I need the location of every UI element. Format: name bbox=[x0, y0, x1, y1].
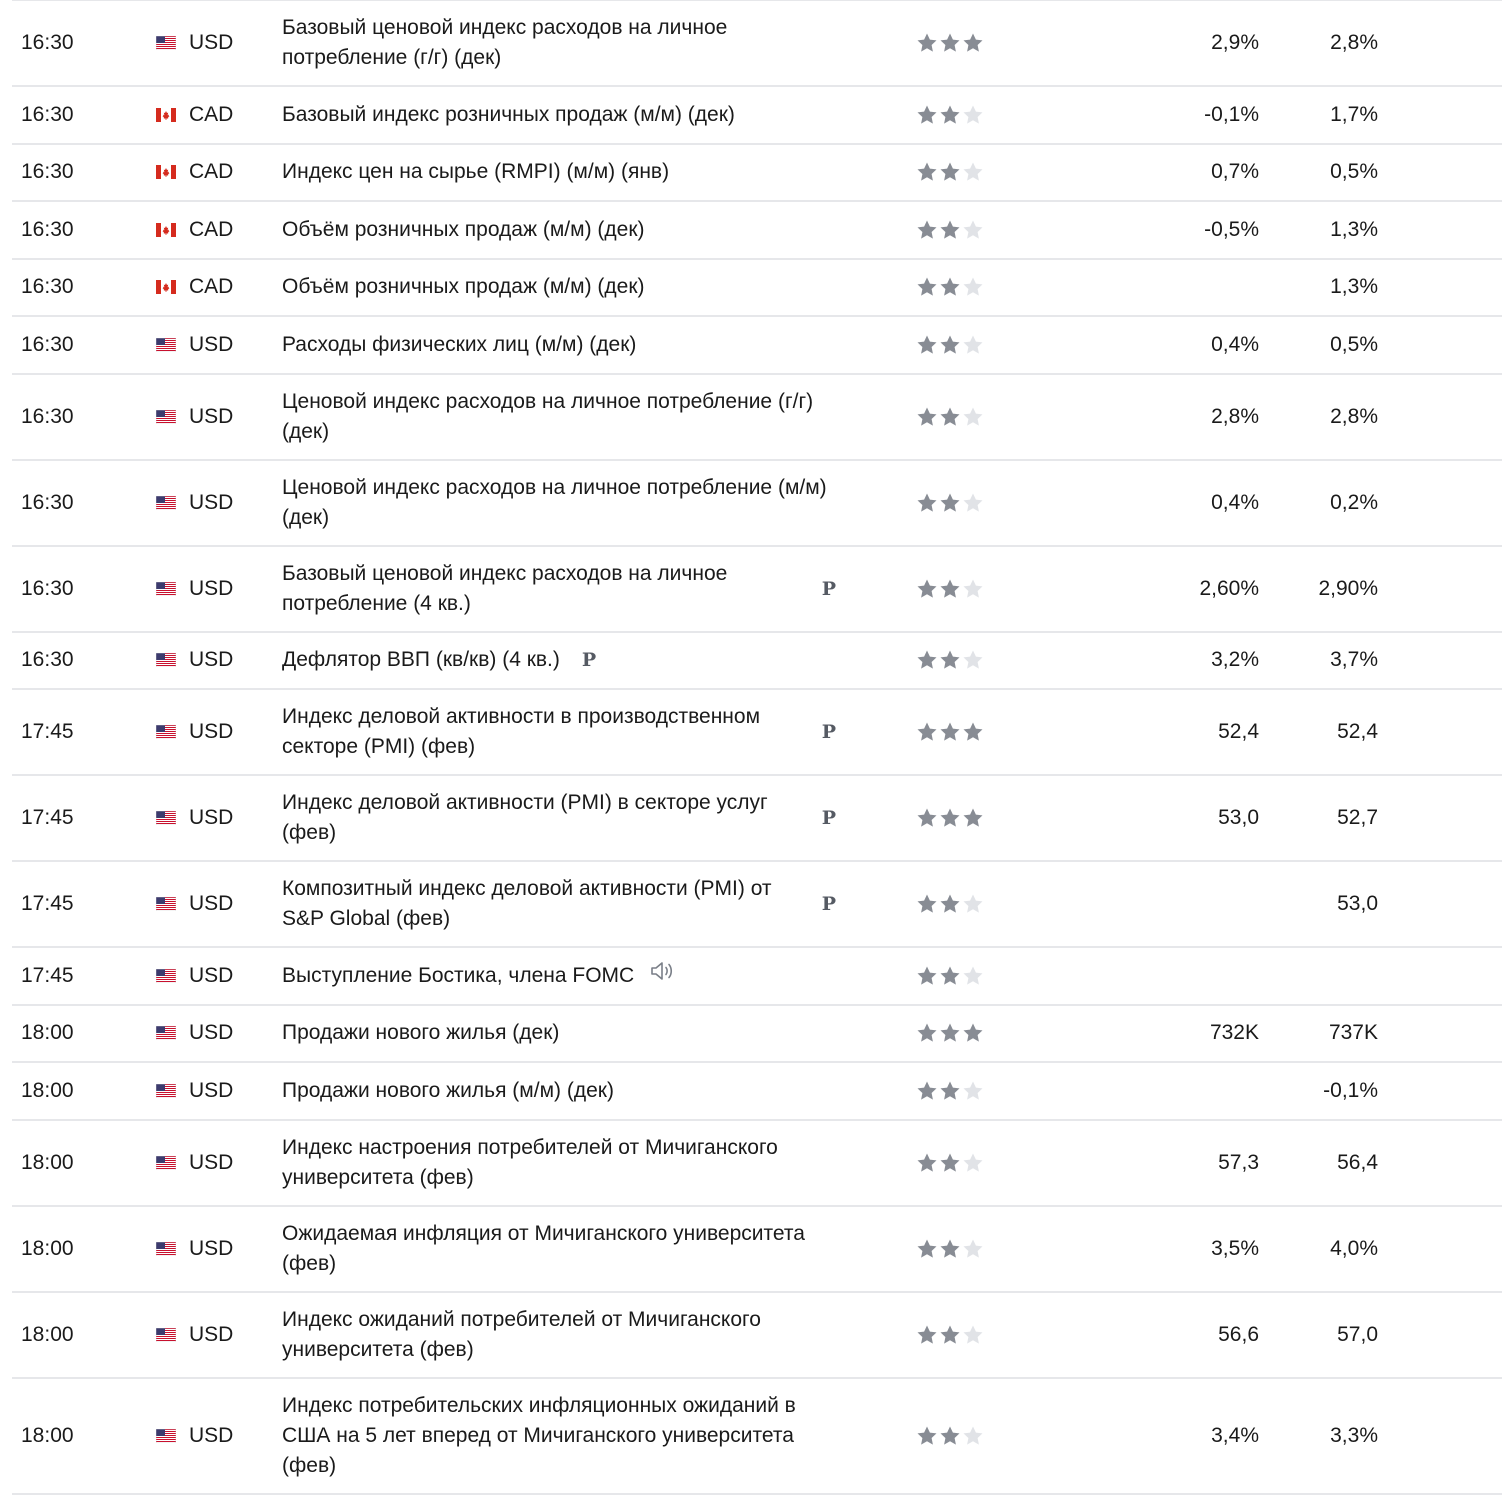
currency-cell bbox=[156, 577, 282, 601]
currency-code: USD bbox=[189, 490, 234, 514]
currency-cell bbox=[156, 1424, 282, 1448]
event-cell bbox=[282, 645, 842, 675]
star-filled-icon bbox=[916, 161, 938, 183]
star-filled-icon bbox=[939, 406, 961, 428]
actual-value: 3,4% bbox=[1211, 1423, 1259, 1447]
ca-flag-icon bbox=[156, 108, 176, 122]
ca-flag-icon bbox=[156, 223, 176, 237]
star-empty-icon bbox=[962, 406, 984, 428]
event-cell bbox=[282, 473, 842, 533]
currency-code: USD bbox=[189, 648, 234, 672]
event-name[interactable]: Выступление Бостика, члена FOMC bbox=[282, 963, 635, 987]
us-flag-icon bbox=[156, 811, 176, 825]
event-time: 18:00 bbox=[21, 1236, 74, 1260]
us-flag-icon bbox=[156, 1242, 176, 1256]
event-cell bbox=[282, 1219, 842, 1279]
star-filled-icon bbox=[962, 1022, 984, 1044]
table-row[interactable] bbox=[12, 145, 1502, 203]
event-time: 18:00 bbox=[21, 1423, 74, 1447]
currency-cell bbox=[156, 405, 282, 429]
currency-code: USD bbox=[189, 31, 234, 54]
currency-cell bbox=[156, 964, 282, 988]
table-row[interactable] bbox=[12, 1006, 1502, 1064]
star-empty-icon bbox=[962, 276, 984, 298]
event-time: 18:00 bbox=[21, 1150, 74, 1174]
currency-cell bbox=[156, 491, 282, 515]
previous-value: 737K bbox=[1328, 1021, 1378, 1045]
star-filled-icon bbox=[916, 1022, 938, 1044]
currency-code: USD bbox=[189, 1078, 234, 1102]
actual-value: 0,7% bbox=[1211, 160, 1259, 184]
previous-value: 56,4 bbox=[1337, 1150, 1378, 1174]
event-name[interactable]: Индекс ожиданий потребителей от Мичиганского университета (фев) bbox=[282, 1307, 761, 1361]
importance-stars bbox=[842, 893, 1056, 915]
actual-value: -0,1% bbox=[1204, 102, 1259, 126]
currency-cell bbox=[156, 1323, 282, 1347]
currency-cell bbox=[156, 160, 282, 184]
event-cell bbox=[282, 788, 842, 848]
actual-value: 0,4% bbox=[1211, 490, 1259, 514]
star-filled-icon bbox=[916, 219, 938, 241]
currency-cell bbox=[156, 31, 282, 55]
event-time: 16:30 bbox=[21, 490, 74, 514]
previous-value: 57,0 bbox=[1337, 1322, 1378, 1346]
star-filled-icon bbox=[939, 965, 961, 987]
previous-value: 4,0% bbox=[1330, 1236, 1378, 1260]
star-empty-icon bbox=[962, 1152, 984, 1174]
previous-value: 3,3% bbox=[1330, 1423, 1378, 1447]
star-empty-icon bbox=[962, 334, 984, 356]
table-row[interactable] bbox=[12, 948, 1502, 1006]
currency-code: USD bbox=[189, 806, 234, 829]
table-row[interactable] bbox=[12, 87, 1502, 145]
previous-value: 2,8% bbox=[1330, 31, 1378, 54]
previous-value: 52,7 bbox=[1337, 806, 1378, 829]
currency-code: USD bbox=[189, 576, 234, 600]
currency-code: USD bbox=[189, 1150, 234, 1174]
star-filled-icon bbox=[916, 334, 938, 356]
event-cell bbox=[282, 1305, 842, 1365]
star-filled-icon bbox=[939, 104, 961, 126]
star-filled-icon bbox=[939, 1324, 961, 1346]
preliminary-icon: P bbox=[821, 807, 836, 829]
us-flag-icon bbox=[156, 725, 176, 739]
star-filled-icon bbox=[916, 721, 938, 743]
star-filled-icon bbox=[916, 1238, 938, 1260]
event-cell bbox=[282, 1391, 842, 1481]
event-name[interactable]: Композитный индекс деловой активности (PMI) от S&P Global (фев) bbox=[282, 877, 772, 930]
economic-calendar-table bbox=[12, 0, 1502, 1495]
table-row[interactable] bbox=[12, 1063, 1502, 1121]
event-cell bbox=[282, 1018, 842, 1048]
star-filled-icon bbox=[962, 807, 984, 829]
table-row[interactable] bbox=[12, 1379, 1502, 1495]
event-cell bbox=[282, 1133, 842, 1193]
us-flag-icon bbox=[156, 496, 176, 510]
event-time: 16:30 bbox=[21, 332, 74, 356]
importance-stars bbox=[842, 219, 1056, 241]
star-filled-icon bbox=[939, 893, 961, 915]
event-name[interactable]: Дефлятор ВВП (кв/кв) (4 кв.) bbox=[282, 648, 560, 672]
event-time: 17:45 bbox=[21, 806, 74, 829]
event-cell bbox=[282, 100, 842, 130]
importance-stars bbox=[842, 1238, 1056, 1260]
table-row[interactable] bbox=[12, 317, 1502, 375]
star-filled-icon bbox=[939, 492, 961, 514]
us-flag-icon bbox=[156, 1084, 176, 1098]
speaker-icon bbox=[650, 960, 676, 991]
event-name[interactable]: Индекс деловой активности в производственном секторе (PMI) (фев) bbox=[282, 705, 761, 758]
star-filled-icon bbox=[939, 578, 961, 600]
currency-code: USD bbox=[189, 332, 234, 356]
event-cell bbox=[282, 874, 842, 934]
star-filled-icon bbox=[916, 406, 938, 428]
star-filled-icon bbox=[916, 649, 938, 671]
star-empty-icon bbox=[962, 1238, 984, 1260]
importance-stars bbox=[842, 1324, 1056, 1346]
event-cell bbox=[282, 1076, 842, 1106]
star-filled-icon bbox=[939, 1425, 961, 1447]
event-name[interactable]: Продажи нового жилья (м/м) (дек) bbox=[282, 1078, 614, 1102]
event-cell bbox=[282, 157, 842, 187]
actual-value: 2,8% bbox=[1211, 404, 1259, 428]
star-filled-icon bbox=[962, 721, 984, 743]
actual-value: 53,0 bbox=[1218, 806, 1259, 829]
actual-value: 732K bbox=[1209, 1021, 1259, 1045]
star-filled-icon bbox=[939, 219, 961, 241]
previous-value: 0,5% bbox=[1330, 160, 1378, 184]
star-filled-icon bbox=[939, 334, 961, 356]
currency-cell bbox=[156, 648, 282, 672]
table-row[interactable] bbox=[12, 202, 1502, 260]
currency-code: USD bbox=[189, 720, 234, 743]
us-flag-icon bbox=[156, 897, 176, 911]
currency-code: CAD bbox=[189, 102, 234, 126]
table-row[interactable] bbox=[12, 776, 1502, 862]
previous-value: -0,1% bbox=[1323, 1078, 1378, 1102]
event-name[interactable]: Индекс потребительских инфляционных ожиданий в США на 5 лет вперед от Мичиганского университета (фев) bbox=[282, 1393, 796, 1477]
table-row[interactable] bbox=[12, 1, 1502, 87]
currency-cell bbox=[156, 275, 282, 299]
us-flag-icon bbox=[156, 1328, 176, 1342]
us-flag-icon bbox=[156, 1429, 176, 1443]
star-filled-icon bbox=[916, 32, 938, 54]
currency-code: CAD bbox=[189, 217, 234, 241]
star-filled-icon bbox=[916, 276, 938, 298]
ca-flag-icon bbox=[156, 165, 176, 179]
previous-value: 2,8% bbox=[1330, 404, 1378, 428]
currency-code: USD bbox=[189, 1021, 234, 1045]
us-flag-icon bbox=[156, 1156, 176, 1170]
actual-value: 56,6 bbox=[1218, 1322, 1259, 1346]
star-filled-icon bbox=[939, 161, 961, 183]
event-cell bbox=[282, 272, 842, 302]
actual-value: 3,2% bbox=[1211, 648, 1259, 672]
star-filled-icon bbox=[916, 1324, 938, 1346]
previous-value: 1,7% bbox=[1330, 102, 1378, 126]
star-filled-icon bbox=[916, 578, 938, 600]
star-filled-icon bbox=[962, 32, 984, 54]
importance-stars bbox=[842, 406, 1056, 428]
star-filled-icon bbox=[939, 1152, 961, 1174]
table-row[interactable] bbox=[12, 260, 1502, 318]
table-row[interactable] bbox=[12, 690, 1502, 776]
actual-value: 0,4% bbox=[1211, 332, 1259, 356]
importance-stars bbox=[842, 578, 1056, 600]
event-cell bbox=[282, 559, 842, 619]
event-time: 16:30 bbox=[21, 217, 74, 241]
currency-code: USD bbox=[189, 892, 234, 915]
importance-stars bbox=[842, 1425, 1056, 1447]
event-time: 17:45 bbox=[21, 892, 74, 915]
table-row[interactable] bbox=[12, 633, 1502, 691]
preliminary-icon: P bbox=[821, 893, 836, 915]
star-filled-icon bbox=[916, 1152, 938, 1174]
previous-value: 52,4 bbox=[1337, 720, 1378, 743]
us-flag-icon bbox=[156, 338, 176, 352]
preliminary-icon: P bbox=[821, 721, 836, 743]
currency-cell bbox=[156, 1021, 282, 1045]
currency-cell bbox=[156, 1079, 282, 1103]
previous-value: 2,90% bbox=[1318, 576, 1378, 600]
currency-cell bbox=[156, 218, 282, 242]
star-filled-icon bbox=[939, 1080, 961, 1102]
event-time: 16:30 bbox=[21, 31, 74, 54]
event-time: 16:30 bbox=[21, 102, 74, 126]
table-row[interactable] bbox=[12, 547, 1502, 633]
star-empty-icon bbox=[962, 893, 984, 915]
event-cell bbox=[282, 702, 842, 762]
importance-stars bbox=[842, 649, 1056, 671]
table-row[interactable] bbox=[12, 1207, 1502, 1293]
currency-code: CAD bbox=[189, 160, 234, 184]
importance-stars bbox=[842, 807, 1056, 829]
event-time: 18:00 bbox=[21, 1322, 74, 1346]
importance-stars bbox=[842, 492, 1056, 514]
table-row[interactable] bbox=[12, 862, 1502, 948]
importance-stars bbox=[842, 104, 1056, 126]
actual-value: 57,3 bbox=[1218, 1150, 1259, 1174]
importance-stars bbox=[842, 334, 1056, 356]
star-empty-icon bbox=[962, 219, 984, 241]
event-time: 17:45 bbox=[21, 720, 74, 743]
star-filled-icon bbox=[939, 721, 961, 743]
importance-stars bbox=[842, 1152, 1056, 1174]
star-filled-icon bbox=[916, 492, 938, 514]
event-time: 16:30 bbox=[21, 275, 74, 299]
actual-value: 3,5% bbox=[1211, 1236, 1259, 1260]
us-flag-icon bbox=[156, 36, 176, 50]
event-name[interactable]: Базовый ценовой индекс расходов на личное потребление (г/г) (дек) bbox=[282, 16, 728, 69]
us-flag-icon bbox=[156, 410, 176, 424]
star-filled-icon bbox=[916, 104, 938, 126]
star-filled-icon bbox=[916, 965, 938, 987]
star-filled-icon bbox=[916, 1425, 938, 1447]
us-flag-icon bbox=[156, 653, 176, 667]
actual-value: 52,4 bbox=[1218, 720, 1259, 743]
star-filled-icon bbox=[916, 893, 938, 915]
currency-cell bbox=[156, 333, 282, 357]
star-filled-icon bbox=[916, 1080, 938, 1102]
previous-value: 53,0 bbox=[1337, 892, 1378, 915]
star-empty-icon bbox=[962, 578, 984, 600]
event-name[interactable]: Ожидаемая инфляция от Мичиганского университета (фев) bbox=[282, 1221, 805, 1275]
event-name[interactable]: Ценовой индекс расходов на личное потребление (м/м) (дек) bbox=[282, 475, 827, 529]
event-name[interactable]: Продажи нового жилья (дек) bbox=[282, 1021, 560, 1045]
preliminary-icon: P bbox=[821, 577, 836, 600]
star-filled-icon bbox=[939, 32, 961, 54]
star-empty-icon bbox=[962, 104, 984, 126]
event-cell bbox=[282, 215, 842, 245]
star-empty-icon bbox=[962, 1425, 984, 1447]
event-time: 16:30 bbox=[21, 576, 74, 600]
star-empty-icon bbox=[962, 649, 984, 671]
importance-stars bbox=[842, 161, 1056, 183]
event-name[interactable]: Объём розничных продаж (м/м) (дек) bbox=[282, 275, 645, 299]
importance-stars bbox=[842, 1080, 1056, 1102]
importance-stars bbox=[842, 32, 1056, 54]
star-empty-icon bbox=[962, 161, 984, 183]
previous-value: 0,5% bbox=[1330, 332, 1378, 356]
event-time: 16:30 bbox=[21, 160, 74, 184]
currency-cell bbox=[156, 1237, 282, 1261]
star-empty-icon bbox=[962, 1324, 984, 1346]
star-filled-icon bbox=[939, 276, 961, 298]
importance-stars bbox=[842, 276, 1056, 298]
star-filled-icon bbox=[939, 1022, 961, 1044]
importance-stars bbox=[842, 1022, 1056, 1044]
star-filled-icon bbox=[916, 807, 938, 829]
actual-value: 2,9% bbox=[1211, 31, 1259, 54]
preliminary-icon: P bbox=[581, 649, 597, 672]
event-name[interactable]: Ценовой индекс расходов на личное потребление (г/г) (дек) bbox=[282, 389, 814, 443]
previous-value: 3,7% bbox=[1330, 648, 1378, 672]
event-name[interactable]: Объём розничных продаж (м/м) (дек) bbox=[282, 217, 645, 241]
currency-cell bbox=[156, 720, 282, 744]
currency-cell bbox=[156, 103, 282, 127]
previous-value: 0,2% bbox=[1330, 490, 1378, 514]
event-name[interactable]: Индекс деловой активности (PMI) в секторе услуг (фев) bbox=[282, 791, 768, 844]
previous-value: 1,3% bbox=[1330, 217, 1378, 241]
event-cell bbox=[282, 330, 842, 360]
event-name[interactable]: Индекс настроения потребителей от Мичиганского университета (фев) bbox=[282, 1135, 778, 1189]
table-row[interactable] bbox=[12, 1121, 1502, 1207]
event-name[interactable]: Базовый ценовой индекс расходов на личное потребление (4 кв.) bbox=[282, 561, 728, 615]
importance-stars bbox=[842, 721, 1056, 743]
previous-value: 1,3% bbox=[1330, 275, 1378, 299]
currency-cell bbox=[156, 1151, 282, 1175]
table-row[interactable] bbox=[12, 461, 1502, 547]
us-flag-icon bbox=[156, 969, 176, 983]
actual-value: -0,5% bbox=[1204, 217, 1259, 241]
us-flag-icon bbox=[156, 1026, 176, 1040]
star-empty-icon bbox=[962, 1080, 984, 1102]
event-name[interactable]: Базовый индекс розничных продаж (м/м) (дек) bbox=[282, 102, 735, 126]
star-filled-icon bbox=[939, 1238, 961, 1260]
currency-code: USD bbox=[189, 1236, 234, 1260]
currency-code: CAD bbox=[189, 275, 234, 299]
event-time: 16:30 bbox=[21, 648, 74, 672]
table-row[interactable] bbox=[12, 1293, 1502, 1379]
currency-code: USD bbox=[189, 963, 234, 987]
star-empty-icon bbox=[962, 965, 984, 987]
currency-code: USD bbox=[189, 404, 234, 428]
event-time: 18:00 bbox=[21, 1021, 74, 1045]
currency-cell bbox=[156, 806, 282, 830]
event-cell bbox=[282, 13, 842, 73]
event-time: 18:00 bbox=[21, 1078, 74, 1102]
event-cell bbox=[282, 960, 842, 991]
ca-flag-icon bbox=[156, 280, 176, 294]
table-row[interactable] bbox=[12, 375, 1502, 461]
currency-code: USD bbox=[189, 1322, 234, 1346]
currency-code: USD bbox=[189, 1423, 234, 1447]
event-cell bbox=[282, 387, 842, 447]
us-flag-icon bbox=[156, 582, 176, 596]
event-name[interactable]: Индекс цен на сырье (RMPI) (м/м) (янв) bbox=[282, 160, 670, 184]
star-filled-icon bbox=[939, 649, 961, 671]
star-filled-icon bbox=[939, 807, 961, 829]
event-name[interactable]: Расходы физических лиц (м/м) (дек) bbox=[282, 332, 637, 356]
event-time: 16:30 bbox=[21, 404, 74, 428]
event-time: 17:45 bbox=[21, 963, 74, 987]
importance-stars bbox=[842, 965, 1056, 987]
actual-value: 2,60% bbox=[1199, 576, 1259, 600]
star-empty-icon bbox=[962, 492, 984, 514]
currency-cell bbox=[156, 892, 282, 916]
